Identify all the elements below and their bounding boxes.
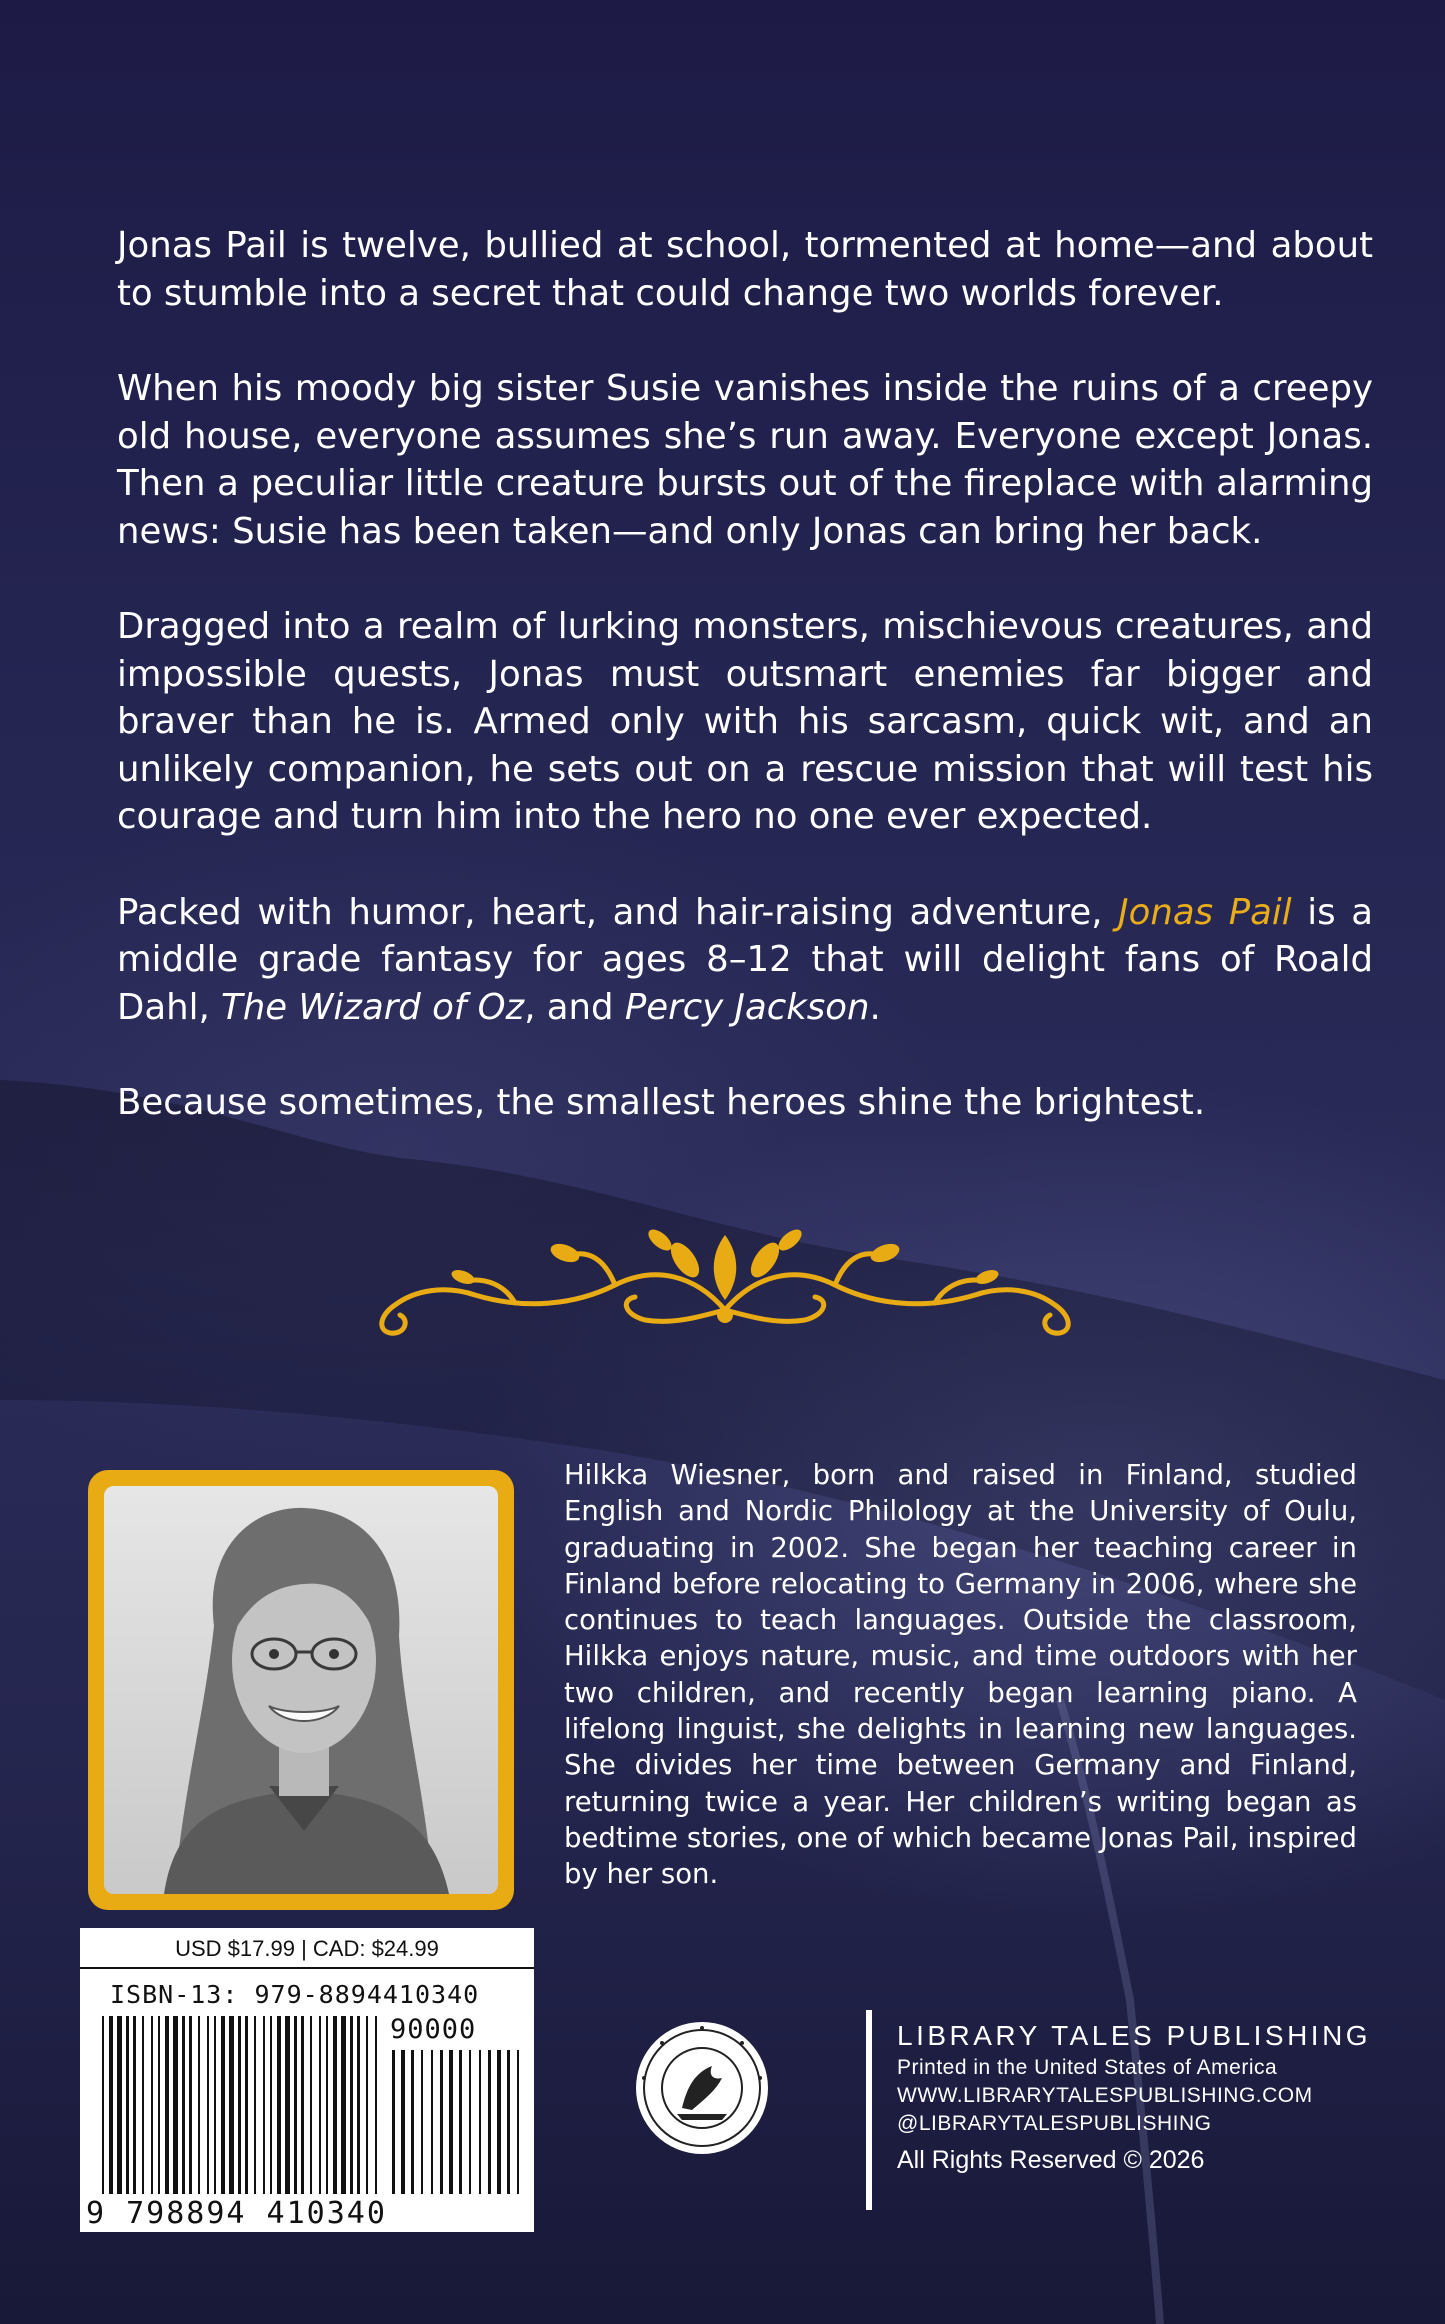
barcode-bar	[214, 2016, 216, 2194]
gold-flourish-ornament	[365, 1215, 1085, 1345]
barcode-bar	[109, 2016, 113, 2194]
price-label: USD $17.99 | CAD: $24.99	[175, 1936, 439, 1961]
barcode-bar	[207, 2016, 209, 2194]
blurb-p4-text-d: .	[869, 986, 881, 1028]
publisher-handle: @LIBRARYTALESPUBLISHING	[897, 2112, 1212, 2135]
publisher-seal-logo	[632, 2018, 772, 2158]
isbn-label: ISBN-13: 979-8894410340	[110, 1980, 480, 2009]
author-photo	[104, 1486, 498, 1894]
author-portrait-icon	[104, 1486, 498, 1894]
addon-bar	[459, 2050, 462, 2194]
barcode-bar	[117, 2016, 122, 2194]
author-bio: Hilkka Wiesner, born and raised in Finland, studied English and Nordic Philology at the University of Oulu, graduating in 2002. She began her teaching career in Finland before relocating to Germany in 2006, where she continues to teach languages. Outside the classroom, Hilkka enjoys nature, music, and time outdoors with her two children, and recently began learning piano. A lifelong linguist, she delights in learning new languages. She divides her time between Germany and Finland, returning twice a year. Her children’s writing began as bedtime stories, one of which became Jonas Pail, inspired by her son.	[564, 1459, 1357, 1891]
addon-bar	[479, 2050, 481, 2194]
isbn-barcode	[80, 1928, 534, 2232]
blurb-paragraph-5: Because sometimes, the smallest heroes shine the brightest.	[117, 1082, 1206, 1123]
publisher-info	[897, 2018, 1371, 2178]
barcode-bar	[182, 2016, 185, 2194]
addon-bar	[507, 2050, 510, 2194]
barcode-bar	[238, 2016, 241, 2194]
addon-bar	[431, 2050, 433, 2194]
blurb-paragraph-1: Jonas Pail is twelve, bullied at school, tormented at home—and about to stumble into a secret that could change two worlds forever.	[117, 225, 1373, 314]
barcode-bar	[301, 2016, 304, 2194]
ean-number: 9 798894 410340	[86, 2196, 526, 2231]
blurb-paragraph-3: Dragged into a realm of lurking monsters, mischievous creatures, and impossible quests, Jonas must outsmart enemies far bigger and braver than he is. Armed only with his sarcasm, quick wit, and an unlikely companion, he sets out on a rescue mission that will test his courage and turn him into the hero no one ever expected.	[117, 606, 1373, 837]
copyright-notice: All Rights Reserved © 2026	[897, 2146, 1205, 2174]
barcode-bar	[333, 2016, 337, 2194]
barcode-bar	[245, 2016, 248, 2194]
barcode-bar	[310, 2016, 312, 2194]
publisher-website: WWW.LIBRARYTALESPUBLISHING.COM	[897, 2084, 1313, 2107]
barcode-bar	[319, 2016, 321, 2194]
barcode-bar	[151, 2016, 153, 2194]
barcode-bar	[366, 2016, 368, 2194]
addon-bar	[411, 2050, 414, 2194]
barcode-bar	[294, 2016, 297, 2194]
barcode-bar	[263, 2016, 265, 2194]
blurb-p4-text-c: , and	[524, 986, 625, 1028]
publisher-divider	[866, 2010, 872, 2210]
barcode-bar	[102, 2016, 104, 2194]
barcode-bar	[165, 2016, 169, 2194]
barcode-bar	[375, 2016, 377, 2194]
addon-bar	[392, 2050, 395, 2194]
barcode-addon-number: 90000	[390, 2014, 477, 2045]
addon-bar	[440, 2050, 443, 2194]
barcode-bar	[158, 2016, 160, 2194]
reference-percy-jackson: Percy Jackson	[624, 986, 870, 1028]
barcode-bar	[350, 2016, 353, 2194]
addon-bar	[517, 2050, 519, 2194]
barcode-bar	[173, 2016, 178, 2194]
printed-in: Printed in the United States of America	[897, 2056, 1278, 2079]
barcode-bar	[254, 2016, 256, 2194]
barcode-bar	[277, 2016, 281, 2194]
blurb-paragraph-2: When his moody big sister Susie vanishes inside the ruins of a creepy old house, everyone assumes she’s run away. Everyone except Jonas. Then a peculiar little creature bursts out of the fireplace with alarming news: Susie has been taken—and only Jonas can bring her back.	[117, 368, 1373, 552]
barcode-bar	[142, 2016, 144, 2194]
book-title-inline: Jonas Pail	[1118, 891, 1292, 933]
book-blurb	[117, 222, 1373, 1175]
barcode-block	[80, 1928, 534, 2232]
barcode-bar	[133, 2016, 136, 2194]
author-photo-frame	[88, 1470, 514, 1910]
barcode-bar	[189, 2016, 192, 2194]
barcode-bar	[221, 2016, 225, 2194]
publisher-name: LIBRARY TALES PUBLISHING	[897, 2020, 1372, 2051]
barcode-bar	[357, 2016, 360, 2194]
blurb-p4-text-b: is a middle grade fantasy for ages 8–12 that will delight fans of Roald Dahl,	[117, 891, 1373, 1028]
barcode-bar	[229, 2016, 234, 2194]
addon-bar	[449, 2050, 453, 2194]
barcode-bar	[198, 2016, 200, 2194]
barcode-bar	[341, 2016, 346, 2194]
blurb-p4-text-a: Packed with humor, heart, and hair-raising adventure,	[117, 891, 1119, 933]
addon-bar	[488, 2050, 491, 2194]
addon-bar	[421, 2050, 423, 2194]
barcode-bar	[285, 2016, 290, 2194]
addon-bar	[401, 2050, 405, 2194]
barcode-bar	[126, 2016, 129, 2194]
addon-bar	[469, 2050, 471, 2194]
blurb-paragraph-4	[117, 889, 1373, 1032]
reference-wizard-of-oz: The Wizard of Oz	[221, 986, 525, 1028]
addon-bar	[497, 2050, 501, 2194]
barcode-bar	[270, 2016, 272, 2194]
barcode-bar	[326, 2016, 328, 2194]
